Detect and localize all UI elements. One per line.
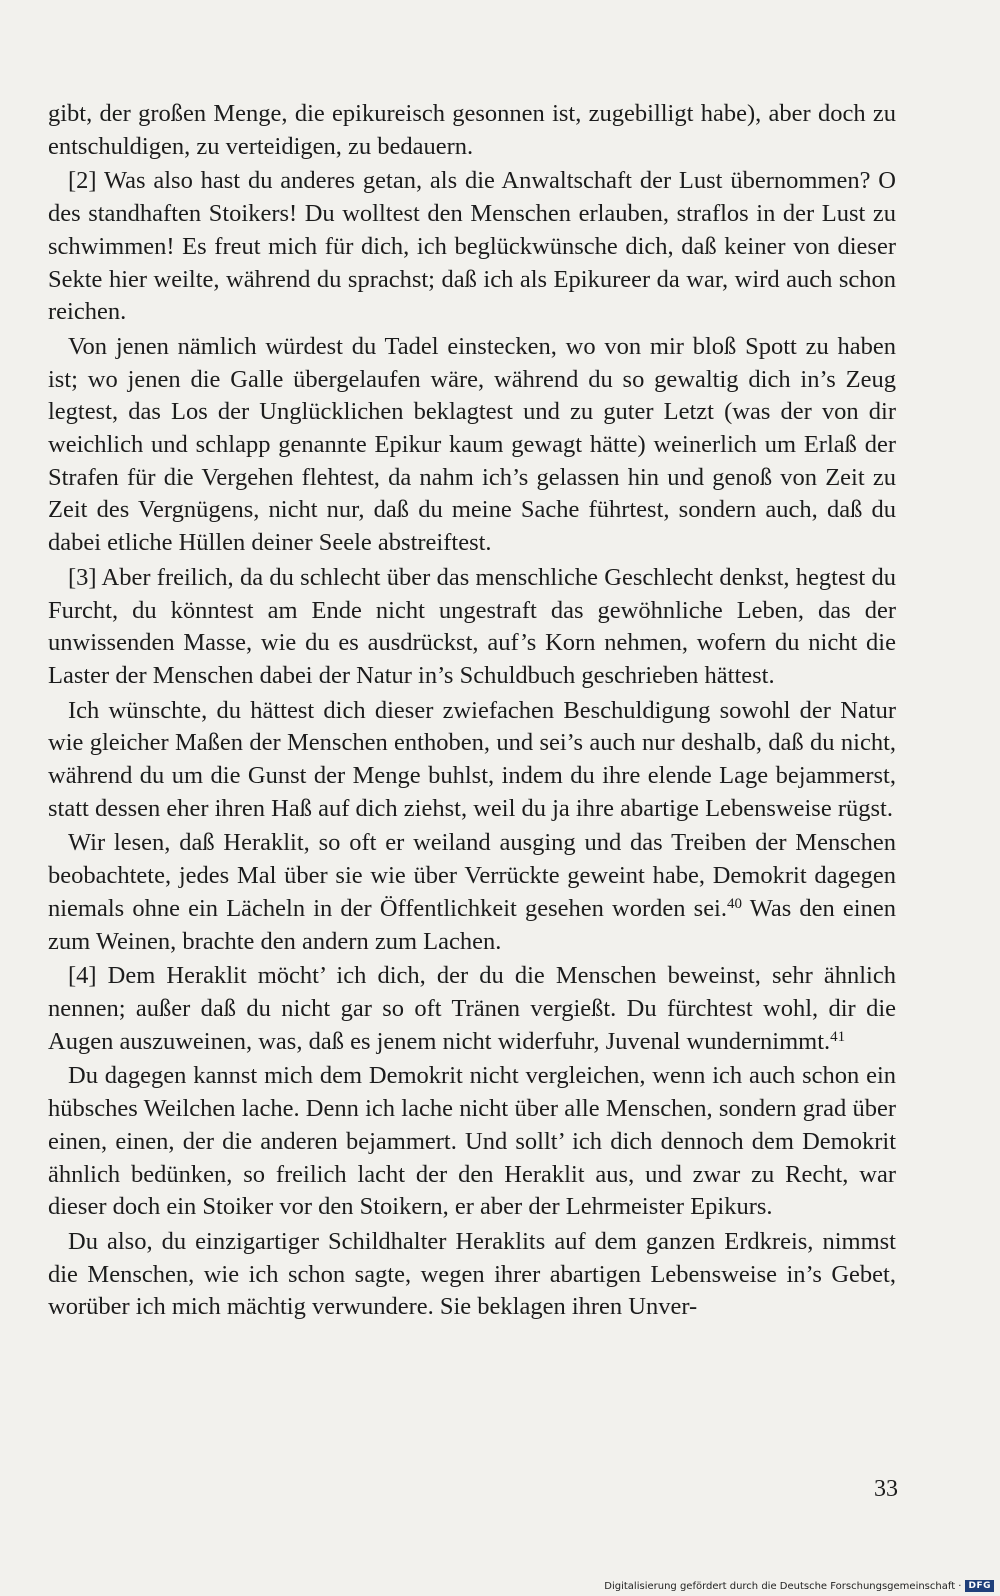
paragraph-8: Du dagegen kannst mich dem Demokrit nicht vergleichen, wenn ich auch schon ein hübsches Weilchen lache. Denn ich lache nicht über alle Menschen, sondern grad über einen, einen, der die anderen bejammert. Und sollt’ ich dich dennoch dem Demokrit ähnlich bedünken, so freilich lacht der den Heraklit aus, und zwar zu Recht, war dieser doch ein Stoiker vor den Stoikern, er aber der Lehrmeister Epikurs. bbox=[48, 1062, 896, 1221]
page-number: 33 bbox=[874, 1476, 898, 1502]
paragraph-1: gibt, der großen Menge, die epikureisch gesonnen ist, zugebilligt habe), aber doch zu entschuldigen, zu verteidigen, zu bedauern. bbox=[48, 100, 896, 160]
paragraph-6-text: Wir lesen, daß Heraklit, so oft er weiland ausging und das Treiben der Menschen beobachtete, jedes Mal über sie wie über Verrückte geweint habe, Demokrit dagegen niemals ohne ein Lächeln in der Öffentlichkeit gesehen worden sei. bbox=[48, 829, 896, 922]
paragraph-5: Ich wünschte, du hättest dich dieser zwiefachen Beschuldigung sowohl der Natur wie gleicher Maßen der Menschen enthoben, und sei’s auch nur deshalb, daß du nicht, während du um die Gunst der Menge buhlst, indem du ihre elende Lage bejammerst, statt dessen eher ihren Haß auf dich ziehst, weil du ja ihre abartige Lebensweise rügst. bbox=[48, 696, 896, 822]
footer-credit-text: Digitalisierung gefördert durch die Deutsche Forschungsgemeinschaft · bbox=[604, 1580, 962, 1592]
paragraph-9: Du also, du einzigartiger Schildhalter Heraklits auf dem ganzen Erdkreis, nimmst die Menschen, wie ich schon sagte, wegen ihrer abartigen Lebensweise in’s Gebet, worüber ich mich mächtig verwundere. Sie beklagen ihren Unver- bbox=[48, 1227, 896, 1321]
footnote-ref-40[interactable]: 40 bbox=[727, 895, 742, 912]
paragraph-7 bbox=[48, 960, 896, 1058]
paragraph-2: [2] Was also hast du anderes getan, als die Anwaltschaft der Lust übernommen? O des standhaften Stoikers! Du wolltest den Menschen erlauben, straflos in der Lust zu schwimmen! Es freut mich für dich, ich beglückwünsche dich, daß keiner von dieser Sekte hier weilte, während du sprachst; daß ich als Epikureer da war, wird auch schon reichen. bbox=[48, 167, 896, 326]
digitization-footer bbox=[604, 1580, 994, 1592]
paragraph-4: [3] Aber freilich, da du schlecht über das menschliche Geschlecht denkst, hegtest du Furcht, du könntest am Ende nicht ungestraft das gewöhnliche Leben, das der unwissenden Masse, wie du es ausdrückst, auf’s Korn nehmen, wofern du nicht die Laster der Menschen dabei der Natur in’s Schuldbuch geschrieben hättest. bbox=[48, 563, 896, 689]
paragraph-6-continuation: Was den einen zum Weinen, brachte den andern zum Lachen. bbox=[48, 894, 896, 955]
dfg-logo: DFG bbox=[965, 1580, 994, 1592]
paragraph-3: Von jenen nämlich würdest du Tadel einstecken, wo von mir bloß Spott zu haben ist; wo jenen die Galle übergelaufen wäre, während du so gewaltig dich in’s Zeug legtest, das Los der Unglücklichen beklagtest und zu guter Letzt (was der von dir weichlich und schlapp genannte Epikur kaum gewagt hätte) weinerlich um Erlaß der Strafen für die Vergehen flehtest, da nahm ich’s gelassen hin und genoß von Zeit zu Zeit des Vergnügens, nicht nur, daß du meine Sache führtest, sondern auch, daß du dabei etliche Hüllen deiner Seele abstreiftest. bbox=[48, 332, 896, 557]
paragraph-7-text: [4] Dem Heraklit möcht’ ich dich, der du die Menschen beweinst, sehr ähnlich nennen; außer daß du nicht gar so oft Tränen vergießt. Du fürchtest wohl, dir die Augen auszuweinen, was, daß es jenem nicht widerfuhr, Juvenal wundernimmt. bbox=[48, 962, 896, 1055]
footnote-ref-41[interactable]: 41 bbox=[830, 1028, 846, 1045]
page-text-block bbox=[48, 98, 896, 1326]
paragraph-6 bbox=[48, 827, 896, 958]
